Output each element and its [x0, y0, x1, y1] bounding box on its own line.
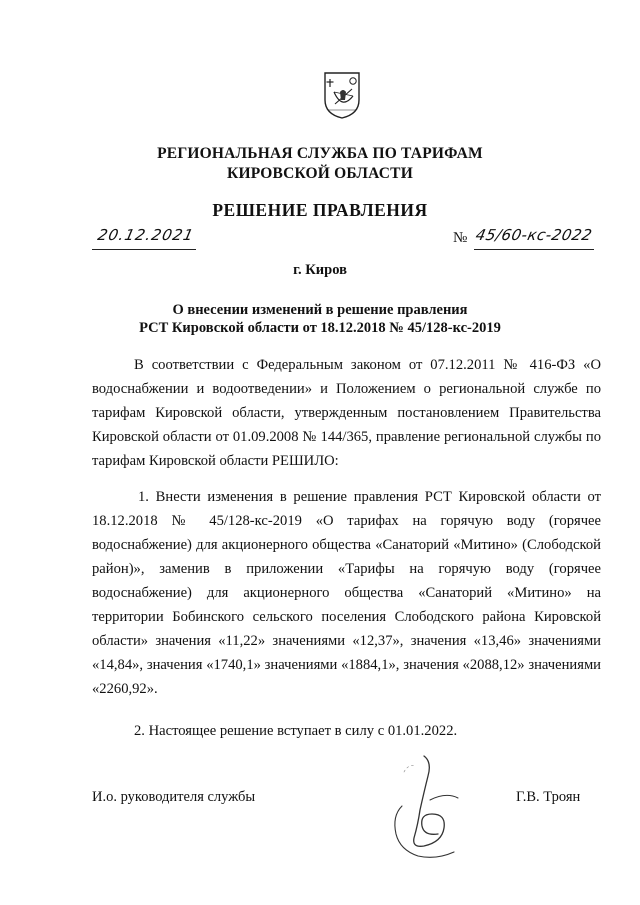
- preamble-paragraph: В соответствии с Федеральным законом от 07.12.2011 № 416-ФЗ «О водоснабжении и водоотведении» и Положением о региональной службе по тарифам Кировской области, утвержденным постановлением Правительства Кировской области от 01.09.2008 № 144/365, правление региональной службы по тарифам Кировской области РЕШИЛО:: [92, 357, 601, 469]
- organization-name-line1: РЕГИОНАЛЬНАЯ СЛУЖБА ПО ТАРИФАМ: [157, 145, 483, 162]
- handwritten-signature: [384, 752, 474, 862]
- city: г. Киров: [293, 262, 347, 278]
- subject-line1: О внесении изменений в решение правления: [172, 302, 468, 318]
- handwritten-date: 20.12.2021: [96, 226, 196, 244]
- signatory-name: Г.В. Троян: [516, 789, 581, 805]
- kirov-coat-of-arms-icon: [322, 70, 362, 120]
- subject-line2: РСТ Кировской области от 18.12.2018 № 45/128-кс-2019: [139, 320, 501, 336]
- signatory-position: И.о. руководителя службы: [92, 789, 256, 805]
- organization-name-line2: КИРОВСКОЙ ОБЛАСТИ: [227, 165, 413, 182]
- document-title: РЕШЕНИЕ ПРАВЛЕНИЯ: [212, 200, 428, 220]
- decision-item-1: 1. Внести изменения в решение правления РСТ Кировской области от 18.12.2018 № 45/128-кс-2019 «О тарифах на горячую воду (горячее водоснабжение) для акционерного общества «Санаторий «Митино» (Слободской район)», заменив в приложении «Тарифы на горячую воду (горячее водоснабжение) для акционерного общества «Санаторий «Митино» на территории Бобинского сельского поселения Слободского района Кировской области» значения «11,22» значениями «12,37», значения «13,46» значениями «14,84», значения «1740,1» значениями «1884,1», значения «2088,12» значениями «2260,92».: [92, 489, 601, 697]
- number-label: №: [453, 230, 468, 246]
- handwritten-document-number: 45/60-кс-2022: [474, 226, 594, 244]
- decision-item-2: 2. Настоящее решение вступает в силу с 01.01.2022.: [134, 723, 458, 739]
